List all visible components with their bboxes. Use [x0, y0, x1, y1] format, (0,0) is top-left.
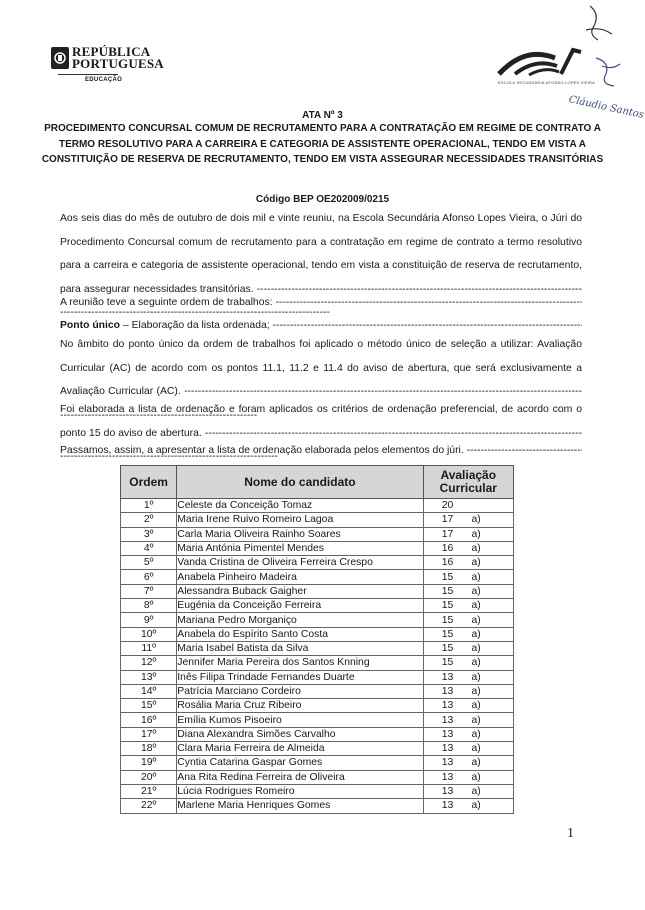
cell-name: Patrícia Marciano Cordeiro — [177, 684, 423, 698]
score-note: a) — [471, 514, 481, 526]
ata-number: ATA Nº 3 — [302, 110, 343, 121]
table-row — [121, 641, 514, 655]
cell-score — [423, 770, 513, 784]
education-label: EDUCAÇÃO — [85, 77, 123, 83]
table-row — [121, 570, 514, 584]
score-note: a) — [471, 786, 481, 798]
cell-name: Carla Maria Oliveira Rainho Soares — [177, 527, 423, 541]
republic-emblem-icon — [50, 46, 70, 75]
table-row — [121, 499, 514, 513]
score-note: a) — [471, 585, 481, 597]
handwritten-name: Cláudio Santos — [567, 94, 645, 121]
score-value: 13 — [441, 757, 454, 769]
single-point-label: Ponto único — [60, 320, 121, 331]
score-value: 13 — [441, 800, 454, 812]
cell-order: 22º — [121, 799, 177, 813]
cell-name: Mariana Pedro Morganiço — [177, 613, 423, 627]
cell-name: Eugénia da Conceição Ferreira — [177, 599, 423, 613]
score-value: 15 — [441, 657, 454, 669]
single-point-line — [60, 320, 582, 331]
cell-score — [423, 656, 513, 670]
score-note: a) — [471, 571, 481, 583]
cell-name: Anabela Pinheiro Madeira — [177, 570, 423, 584]
table-row — [121, 770, 514, 784]
cell-name: Jennifer Maria Pereira dos Santos Knning — [177, 656, 423, 670]
cell-name: Maria Irene Ruivo Romeiro Lagoa — [177, 513, 423, 527]
table-row — [121, 541, 514, 555]
table-row — [121, 742, 514, 756]
table-row — [121, 584, 514, 598]
score-value: 15 — [441, 585, 454, 597]
cell-order: 21º — [121, 784, 177, 798]
table-row — [121, 670, 514, 684]
cell-score — [423, 684, 513, 698]
score-note: a) — [471, 657, 481, 669]
cell-order: 5º — [121, 556, 177, 570]
score-value: 15 — [441, 628, 454, 640]
score-value: 16 — [441, 543, 454, 555]
cell-score — [423, 699, 513, 713]
cell-name: Maria Antónia Pimentel Mendes — [177, 541, 423, 555]
score-value: 13 — [441, 700, 454, 712]
table-row — [121, 727, 514, 741]
score-note: a) — [471, 628, 481, 640]
cell-order: 10º — [121, 627, 177, 641]
table-row — [121, 613, 514, 627]
score-value: 16 — [441, 557, 454, 569]
score-note: a) — [471, 600, 481, 612]
score-value: 13 — [441, 728, 454, 740]
table-row — [121, 556, 514, 570]
cell-name: Emília Kumos Pisoeiro — [177, 713, 423, 727]
cell-score — [423, 527, 513, 541]
cell-name: Diana Alexandra Simões Carvalho — [177, 727, 423, 741]
cell-order: 6º — [121, 570, 177, 584]
header-divider — [58, 74, 118, 75]
table-row — [121, 699, 514, 713]
agenda-line — [60, 297, 582, 308]
cell-order: 20º — [121, 770, 177, 784]
school-caption: ESCOLA SECUNDÁRIA AFONSO LOPES VIEIRA — [498, 80, 595, 85]
signature-initials-icon — [560, 0, 630, 105]
table-row — [121, 656, 514, 670]
criteria-paragraph-text: Foi elaborada a lista de ordenação e foram aplicados os critérios de ordenação preferencial, de acordo com o ponto 15 do aviso de abertura. — [60, 404, 582, 439]
cell-score — [423, 713, 513, 727]
cell-score — [423, 742, 513, 756]
cell-name: Alessandra Buback Gaigher — [177, 584, 423, 598]
cell-score — [423, 784, 513, 798]
republic-title — [72, 46, 164, 70]
cell-name: Vanda Cristina de Oliveira Ferreira Crespo — [177, 556, 423, 570]
score-value: 13 — [441, 743, 454, 755]
score-note: a) — [471, 643, 481, 655]
cell-order: 8º — [121, 599, 177, 613]
cell-order: 14º — [121, 684, 177, 698]
score-value: 13 — [441, 714, 454, 726]
score-value: 17 — [441, 514, 454, 526]
cell-name: Rosália Maria Cruz Ribeiro — [177, 699, 423, 713]
cell-score — [423, 756, 513, 770]
cell-name: Clara Maria Ferreira de Almeida — [177, 742, 423, 756]
cell-order: 3º — [121, 527, 177, 541]
table-row — [121, 799, 514, 813]
table-row — [121, 756, 514, 770]
score-value: 20 — [441, 500, 454, 512]
score-note: a) — [471, 614, 481, 626]
score-value: 17 — [441, 528, 454, 540]
cell-order: 16º — [121, 713, 177, 727]
cell-score — [423, 641, 513, 655]
table-row — [121, 513, 514, 527]
score-note: a) — [471, 700, 481, 712]
score-value: 15 — [441, 614, 454, 626]
table-row — [121, 599, 514, 613]
table-row — [121, 713, 514, 727]
score-value: 13 — [441, 686, 454, 697]
agenda-text: A reunião teve a seguinte ordem de trabalhos: — [60, 297, 273, 308]
score-note: a) — [471, 743, 481, 755]
score-note: a) — [471, 557, 481, 569]
cell-name: Cyntia Catarina Gaspar Gomes — [177, 756, 423, 770]
score-note: a) — [471, 800, 481, 812]
cell-score — [423, 670, 513, 684]
score-note: a) — [471, 686, 481, 697]
cell-score — [423, 727, 513, 741]
table-header-row — [121, 466, 514, 499]
cell-score — [423, 570, 513, 584]
cell-name: Celeste da Conceição Tomaz — [177, 499, 423, 513]
cell-order: 2º — [121, 513, 177, 527]
score-note: a) — [471, 543, 481, 555]
header-score: Avaliação Curricular — [423, 466, 513, 499]
cell-order: 12º — [121, 656, 177, 670]
header-name: Nome do candidato — [177, 466, 423, 499]
score-note: a) — [471, 714, 481, 726]
cell-order: 13º — [121, 670, 177, 684]
republic-line-2: PORTUGUESA — [72, 56, 164, 71]
cell-order: 18º — [121, 742, 177, 756]
score-value: 15 — [441, 600, 454, 612]
cell-score — [423, 799, 513, 813]
score-value: 15 — [441, 571, 454, 583]
cell-score — [423, 627, 513, 641]
cell-score — [423, 599, 513, 613]
header-order: Ordem — [121, 466, 177, 499]
ranking-table — [120, 465, 514, 814]
cell-order: 19º — [121, 756, 177, 770]
cell-score — [423, 613, 513, 627]
criteria-paragraph — [60, 398, 582, 469]
cell-score — [423, 541, 513, 555]
cell-name: Maria Isabel Batista da Silva — [177, 641, 423, 655]
cell-score — [423, 513, 513, 527]
cell-name: Anabela do Espírito Santo Costa — [177, 627, 423, 641]
cell-order: 17º — [121, 727, 177, 741]
score-note: a) — [471, 671, 481, 683]
table-row — [121, 784, 514, 798]
cell-order: 4º — [121, 541, 177, 555]
cell-name: Inês Filipa Trindade Fernandes Duarte — [177, 670, 423, 684]
cell-name: Ana Rita Redina Ferreira de Oliveira — [177, 770, 423, 784]
procedure-title: PROCEDIMENTO CONCURSAL COMUM DE RECRUTAMENTO PARA A CONTRATAÇÃO EM REGIME DE CONTRATO A TERMO RESOLUTIVO PARA A CARREIRA E CATEGORIA DE ASSISTENTE OPERACIONAL, TENDO EM VISTA A CONSTITUIÇÃO DE RESERVA DE RECRUTAMENTO, TENDO EM VISTA ASSEGURAR NECESSIDADES TRANSITÓRIAS — [41, 123, 604, 166]
cell-score — [423, 556, 513, 570]
table-row — [121, 684, 514, 698]
score-note: a) — [471, 528, 481, 540]
cell-order: 9º — [121, 613, 177, 627]
cell-order: 11º — [121, 641, 177, 655]
table-row — [121, 627, 514, 641]
score-value: 15 — [441, 643, 454, 655]
cell-order: 1º — [121, 499, 177, 513]
cell-name: Lúcia Rodrigues Romeiro — [177, 784, 423, 798]
score-value: 13 — [441, 671, 454, 683]
score-note: a) — [471, 757, 481, 769]
score-value: 13 — [441, 786, 454, 798]
table-row — [121, 527, 514, 541]
republic-line-1: REPÚBLICA — [72, 44, 151, 59]
bep-code: Código BEP OE202009/0215 — [255, 194, 390, 205]
presentation-line — [60, 445, 582, 456]
page-number: 1 — [567, 826, 574, 841]
presentation-text: Passamos, assim, a apresentar a lista de ordenação elaborada pelos elementos do júri. — [60, 445, 464, 456]
score-note: a) — [471, 771, 481, 783]
cell-order: 7º — [121, 584, 177, 598]
score-note: a) — [471, 728, 481, 740]
single-point-text: – Elaboração da lista ordenada; — [122, 320, 270, 331]
method-paragraph-text: No âmbito do ponto único da ordem de trabalhos foi aplicado o método único de seleção a utilizar: Avaliação Curricular (AC) de acordo com os pontos 11.1, 11.2 e 11.4 do aviso de abertura, que será exclusivamente a Avaliação Curricular (AC). — [60, 339, 582, 397]
cell-score — [423, 584, 513, 598]
opening-paragraph-text: Aos seis dias do mês de outubro de dois mil e vinte reuniu, na Escola Secundária Afonso Lopes Vieira, o Júri do Procedimento Concursal comum de recrutamento para a contratação em regime de contrato a termo resolutivo para a carreira e categoria de assistente operacional, tendo em vista a constituição de reserva de recrutamento, para assegurar necessidades transitórias. — [60, 213, 582, 295]
score-value: 13 — [441, 771, 454, 783]
cell-order: 15º — [121, 699, 177, 713]
cell-score — [423, 499, 513, 513]
cell-name: Marlene Maria Henriques Gomes — [177, 799, 423, 813]
